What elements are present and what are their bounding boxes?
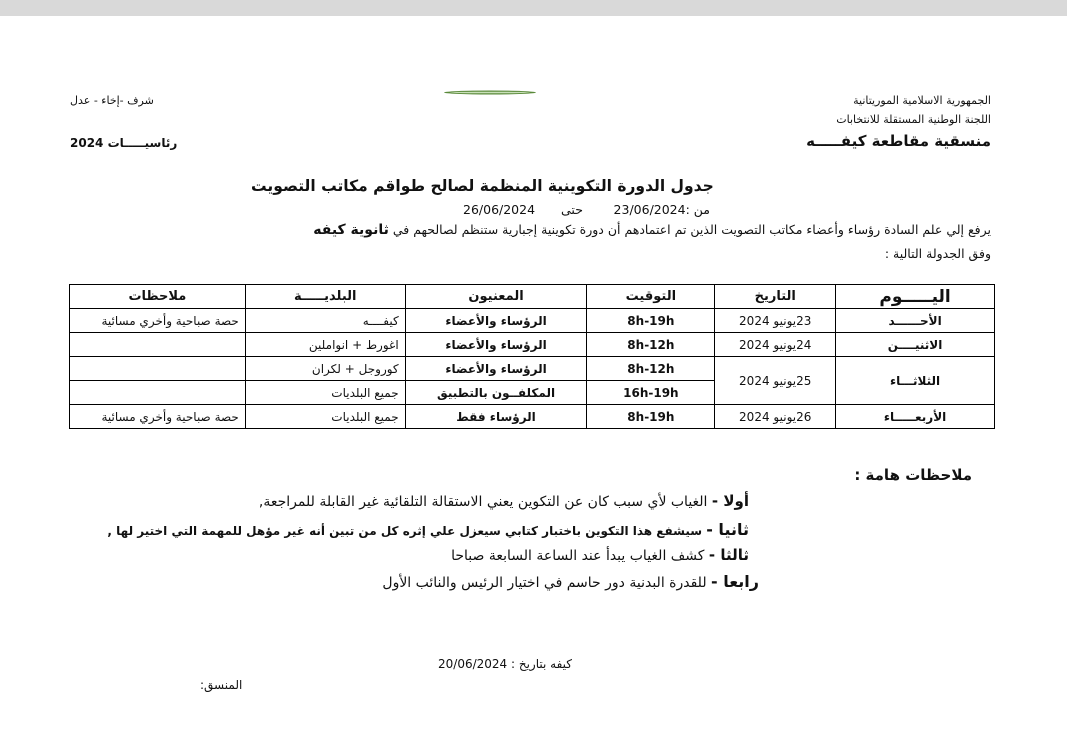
header-coordination: منسقية مقاطعة كيفـــــه <box>806 132 991 150</box>
cell-day: الأربعـــــاء <box>836 405 995 429</box>
header-country: الجمهورية الاسلامية الموريتانية <box>853 94 991 107</box>
header-day: اليـــــوم <box>836 285 995 309</box>
intro-place: ثانوية كيفه <box>313 222 389 238</box>
header-motto: شرف -إخاء - عدل <box>70 94 154 107</box>
cell-day: الثلاثـــاء <box>836 357 995 405</box>
intro-sentence: يرفع إلي علم السادة رؤساء وأعضاء مكاتب التصويت الذين تم اعتمادهم أن دورة تكوينية إجبارية ستنظم لصالحهم في <box>392 222 991 237</box>
notes-heading: ملاحظات هامة : <box>854 466 972 484</box>
note-text: للقدرة البدنية دور حاسم في اختيار الرئيس والنائب الأول <box>382 575 707 591</box>
footer-date: كيفه بتاريخ : 20/06/2024 <box>438 657 572 671</box>
emblem-line <box>444 90 536 95</box>
table-row <box>70 309 995 333</box>
note-label: ثانيا - <box>706 520 749 539</box>
cell-municipality: كوروجل + لكران <box>245 357 405 381</box>
date-from: من :23/06/2024 <box>613 202 710 217</box>
header-election: رئاسيـــــات 2024 <box>70 136 178 150</box>
cell-date: 24يونيو 2024 <box>715 333 836 357</box>
table-row <box>70 405 995 429</box>
cell-notes <box>70 333 246 357</box>
header-concerned: المعنيون <box>405 285 587 309</box>
top-gray-bar <box>0 0 1067 16</box>
header-commission: اللجنة الوطنية المستقلة للانتخابات <box>836 113 991 126</box>
header-date: التاريخ <box>715 285 836 309</box>
cell-concerned: الرؤساء فقط <box>405 405 587 429</box>
note-item <box>382 572 759 591</box>
cell-date: 25يونيو 2024 <box>715 357 836 405</box>
note-item <box>451 546 749 564</box>
note-item <box>259 492 749 510</box>
cell-date: 26يونيو 2024 <box>715 405 836 429</box>
note-label: أولا - <box>711 492 749 510</box>
cell-time: 8h-19h <box>587 309 715 333</box>
cell-day: الاثنيــــن <box>836 333 995 357</box>
cell-concerned: المكلفــون بالتطبيق <box>405 381 587 405</box>
footer-coordinator: المنسق: <box>200 678 243 692</box>
cell-municipality: جميع البلديات <box>245 381 405 405</box>
date-to: 26/06/2024 <box>463 202 536 217</box>
page-title: جدول الدورة التكوينية المنظمة لصالح طواقم مكاتب التصويت <box>251 177 714 195</box>
schedule-table <box>69 284 995 429</box>
cell-concerned: الرؤساء والأعضاء <box>405 333 587 357</box>
note-label: رابعا - <box>711 572 759 591</box>
cell-municipality: اغورط + انواملين <box>245 333 405 357</box>
cell-time: 8h-19h <box>587 405 715 429</box>
table-row <box>70 357 995 381</box>
cell-time: 8h-12h <box>587 333 715 357</box>
note-text: سيشفع هذا التكوين باختبار كتابي سيعزل علي إثره كل من تبين أنه غير مؤهل للمهمة التي اختير لها , <box>107 524 703 538</box>
header-time: التوقيت <box>587 285 715 309</box>
table-header-row <box>70 285 995 309</box>
table-row <box>70 333 995 357</box>
intro-text <box>313 222 991 238</box>
date-to-label: حتى <box>561 202 583 217</box>
note-item <box>107 520 749 539</box>
cell-time: 8h-12h <box>587 357 715 381</box>
cell-concerned: الرؤساء والأعضاء <box>405 357 587 381</box>
cell-notes: حصة صباحية وأخري مسائية <box>70 405 246 429</box>
header-notes: ملاحظات <box>70 285 246 309</box>
cell-municipality: كيفــــه <box>245 309 405 333</box>
cell-notes <box>70 357 246 381</box>
cell-day: الأحــــــد <box>836 309 995 333</box>
cell-notes <box>70 381 246 405</box>
schedule-intro: وفق الجدولة التالية : <box>884 246 991 261</box>
cell-municipality: جميع البلديات <box>245 405 405 429</box>
cell-time: 16h-19h <box>587 381 715 405</box>
note-label: ثالثا - <box>708 546 749 564</box>
note-text: كشف الغياب يبدأ عند الساعة السابعة صباحا <box>451 548 705 564</box>
cell-notes: حصة صباحية وأخري مسائية <box>70 309 246 333</box>
cell-concerned: الرؤساء والأعضاء <box>405 309 587 333</box>
note-text: الغياب لأي سبب كان عن التكوين يعني الاستقالة التلقائية غير القابلة للمراجعة, <box>258 494 708 510</box>
header-municipality: البلديـــــة <box>245 285 405 309</box>
cell-date: 23يونيو 2024 <box>715 309 836 333</box>
